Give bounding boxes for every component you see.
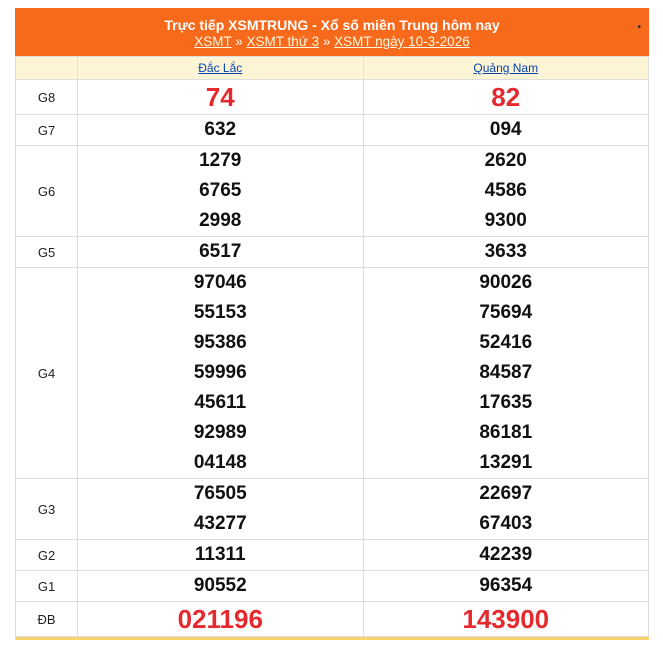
prize-label: ĐB: [16, 602, 78, 637]
prize-number: 67403: [479, 513, 533, 534]
province-link-quang-nam[interactable]: Quảng Nam: [473, 61, 539, 75]
prize-cell: [363, 602, 649, 637]
prize-number: 45611: [194, 392, 247, 413]
prize-label: G5: [16, 237, 78, 268]
prize-cell: [78, 237, 364, 268]
prize-number: 90026: [479, 272, 533, 293]
breadcrumb-xsmt-date[interactable]: XSMT ngày 10-3-2026: [334, 34, 470, 49]
breadcrumb: [15, 34, 649, 50]
prize-number: 3633: [484, 241, 527, 262]
prize-number: 13291: [479, 452, 533, 473]
province-header: [78, 57, 364, 80]
prize-label: G2: [16, 540, 78, 571]
prize-number: 22697: [479, 483, 533, 504]
prize-cell: [363, 115, 649, 146]
prize-cell: [363, 571, 649, 602]
prize-number: 2620: [484, 150, 527, 171]
table-row: [16, 479, 649, 540]
prize-cell: [78, 479, 364, 540]
breadcrumb-separator: »: [231, 34, 247, 49]
table-row: [16, 237, 649, 268]
prize-number: 92989: [193, 422, 247, 443]
prize-cell: [78, 602, 364, 637]
prize-label: G4: [16, 268, 78, 479]
results-panel: [15, 8, 649, 640]
table-row: [16, 115, 649, 146]
breadcrumb-xsmt[interactable]: XSMT: [194, 34, 232, 49]
results-header: [15, 8, 649, 56]
prize-number: 632: [204, 119, 237, 140]
prize-cell: [363, 268, 649, 479]
prize-number: 84587: [479, 362, 533, 383]
breadcrumb-separator: »: [319, 34, 335, 49]
prize-number: 74: [205, 82, 235, 112]
table-row: [16, 146, 649, 237]
prize-number: 094: [489, 119, 522, 140]
prize-number: 04148: [193, 452, 247, 473]
prize-cell: [363, 479, 649, 540]
prize-number: 76505: [193, 483, 247, 504]
prize-number: 143900: [462, 604, 550, 634]
table-row: [16, 268, 649, 479]
results-table: [15, 56, 649, 637]
table-row: [16, 80, 649, 115]
table-row: [16, 602, 649, 637]
breadcrumb-xsmt-thu-3[interactable]: XSMT thứ 3: [246, 34, 320, 49]
prize-number: 4586: [484, 180, 527, 201]
prize-number: 1279: [199, 150, 242, 171]
prize-number: 6517: [199, 241, 242, 262]
dot-icon: •: [637, 22, 641, 33]
prize-number: 59996: [193, 362, 247, 383]
prize-label: G7: [16, 115, 78, 146]
prize-cell: [78, 115, 364, 146]
prize-number: 90552: [193, 575, 247, 596]
prize-number: 82: [491, 82, 521, 112]
bottom-border: [15, 637, 649, 640]
prize-label: G1: [16, 571, 78, 602]
prize-number: 75694: [479, 302, 533, 323]
prize-number: 6765: [199, 180, 242, 201]
prize-cell: [78, 571, 364, 602]
prize-number: 43277: [193, 513, 247, 534]
table-row: [16, 571, 649, 602]
prize-label: G3: [16, 479, 78, 540]
table-header-row: [16, 57, 649, 80]
prize-number: 95386: [193, 332, 247, 353]
prize-cell: [78, 268, 364, 479]
province-header: [363, 57, 649, 80]
prize-cell: [78, 80, 364, 115]
prize-number: 96354: [479, 575, 533, 596]
prize-cell: [363, 80, 649, 115]
prize-cell: [363, 540, 649, 571]
page-title: Trực tiếp XSMTRUNG - Xổ số miền Trung hôm nay: [164, 17, 500, 33]
prize-number: 021196: [177, 604, 263, 634]
table-header-corner: [16, 57, 78, 80]
prize-label: G8: [16, 80, 78, 115]
prize-number: 17635: [479, 392, 533, 413]
prize-number: 55153: [193, 302, 247, 323]
prize-number: 11311: [194, 544, 246, 565]
prize-number: 52416: [479, 332, 533, 353]
table-row: [16, 540, 649, 571]
province-link-dak-lak[interactable]: Đắc Lắc: [198, 61, 243, 75]
prize-label: G6: [16, 146, 78, 237]
prize-cell: [78, 146, 364, 237]
prize-number: 9300: [484, 210, 527, 231]
prize-cell: [78, 540, 364, 571]
prize-number: 86181: [479, 422, 533, 443]
prize-cell: [363, 237, 649, 268]
prize-number: 97046: [193, 272, 247, 293]
prize-number: 2998: [199, 210, 242, 231]
prize-cell: [363, 146, 649, 237]
prize-number: 42239: [479, 544, 533, 565]
